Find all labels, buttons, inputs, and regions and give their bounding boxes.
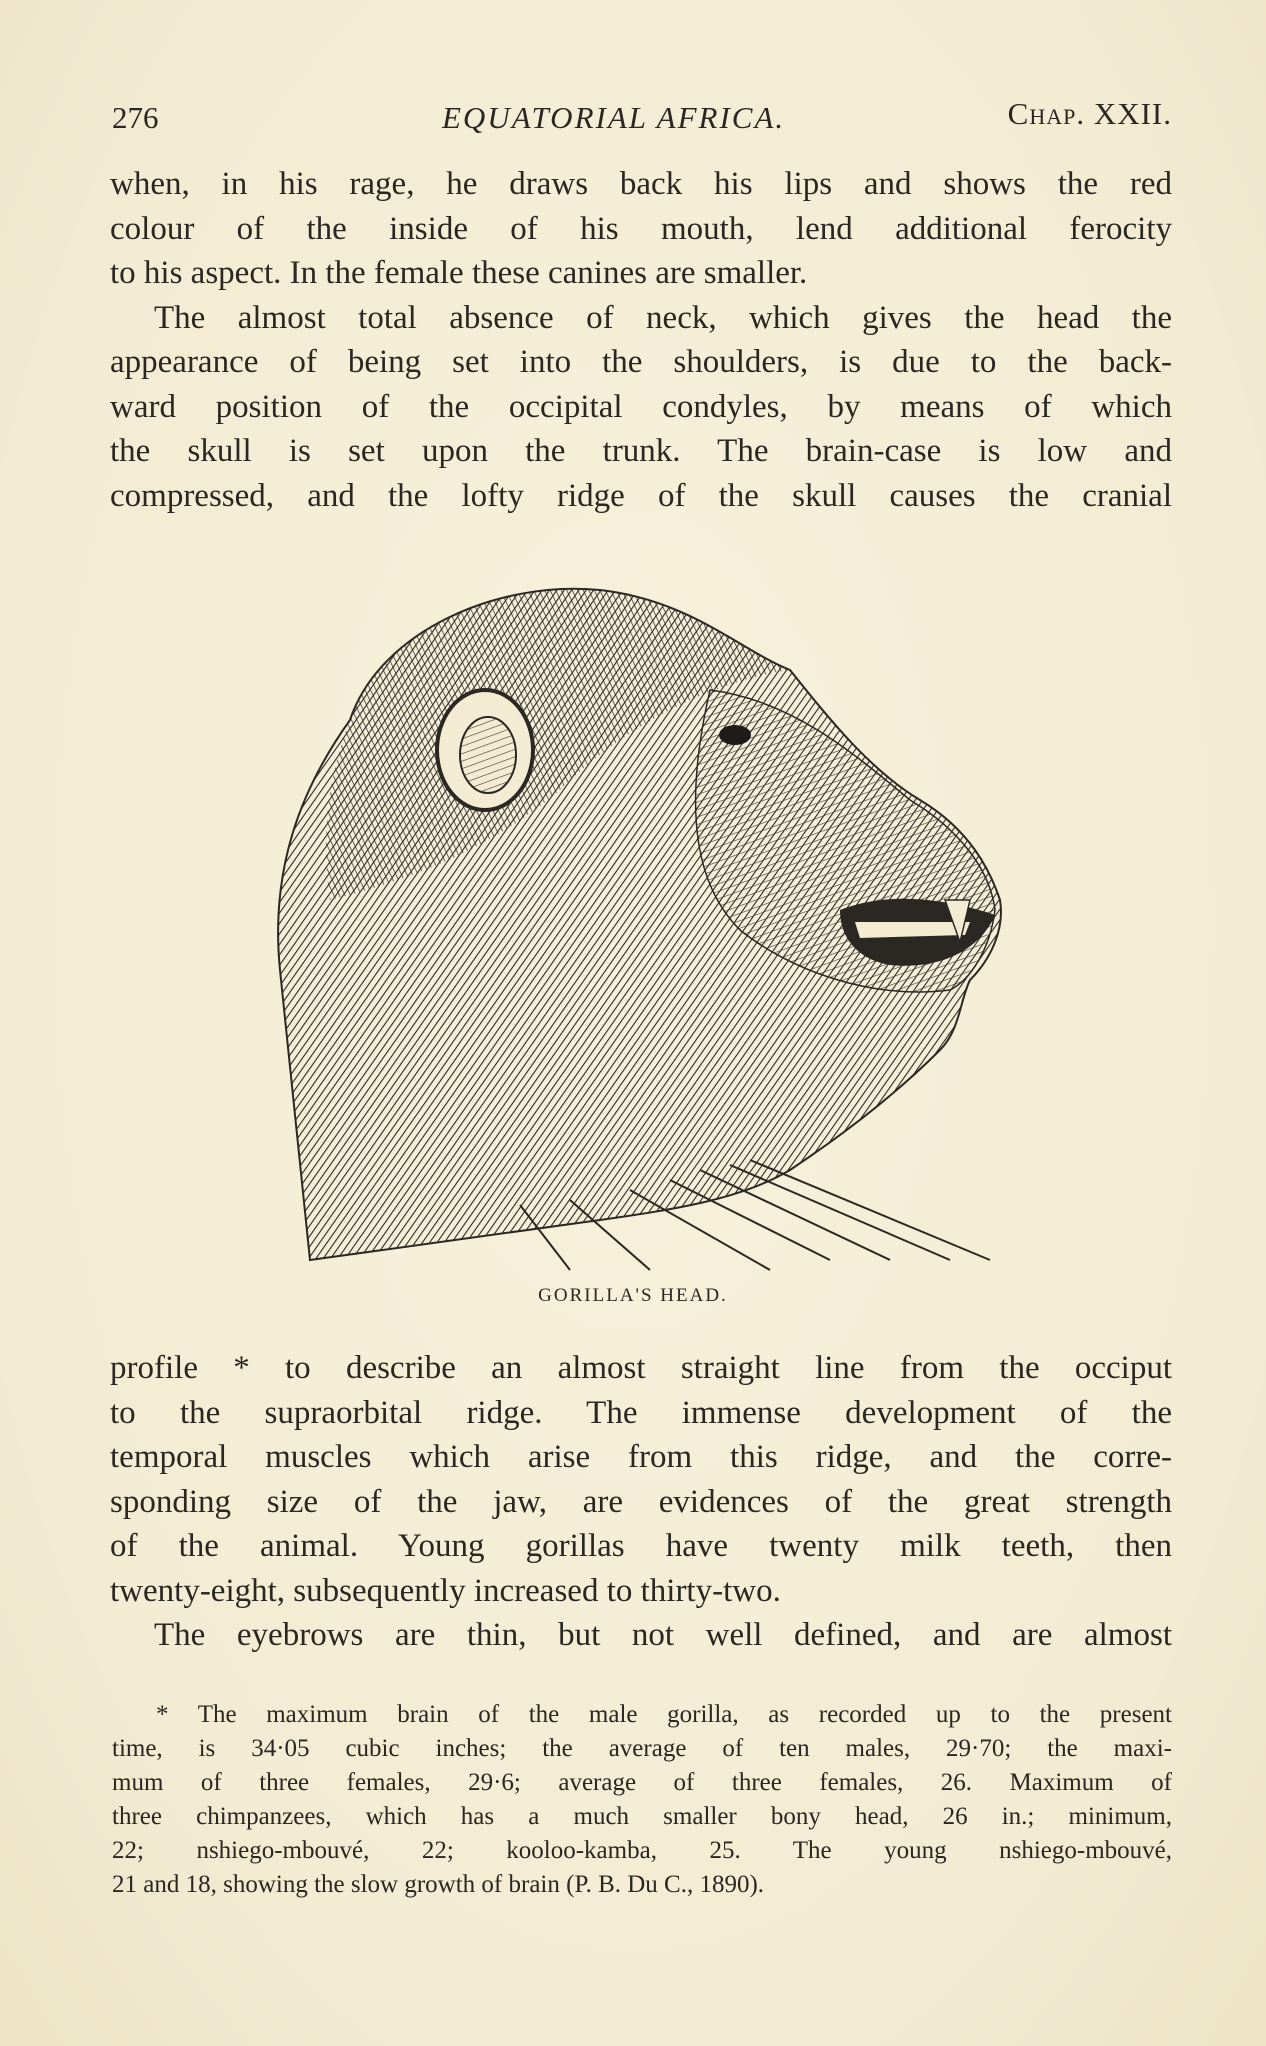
footnote-line: three chimpanzees, which has a much smaller bony head, 26 in.; minimum, [112, 1803, 1172, 1830]
text-line: of the animal. Young gorillas have twenty milk teeth, then [110, 1528, 1172, 1564]
text-line: colour of the inside of his mouth, lend additional ferocity [110, 210, 1172, 247]
footnote [112, 1698, 1172, 1902]
gorilla-head-engraving [270, 570, 1010, 1275]
footnote-line: * The maximum brain of the male gorilla, as recorded up to the present [156, 1701, 1172, 1728]
text-line: temporal muscles which arise from this ridge, and the corre- [110, 1439, 1172, 1475]
footnote-line: 22; nshiego-mbouvé, 22; kooloo-kamba, 25. The young nshiego-mbouvé, [112, 1837, 1172, 1864]
text-line: the skull is set upon the trunk. The brain-case is low and [110, 433, 1172, 469]
body-text-upper [110, 162, 1172, 518]
body-text-lower [110, 1346, 1172, 1658]
engraving-illustration [270, 570, 1010, 1275]
page-number: 276 [112, 100, 159, 135]
text-line: twenty-eight, subsequently increased to thirty-two. [110, 1572, 781, 1609]
text-line: appearance of being set into the shoulders, is due to the back- [110, 344, 1172, 380]
text-line: when, in his rage, he draws back his lips and shows the red [110, 166, 1172, 202]
text-line: compressed, and the lofty ridge of the skull causes the cranial [110, 477, 1172, 514]
eye [719, 725, 751, 745]
text-line: to his aspect. In the female these canines are smaller. [110, 255, 808, 291]
running-header [112, 96, 1172, 140]
text-line: The eyebrows are thin, but not well defined, and are almost [154, 1617, 1172, 1653]
text-line: to the supraorbital ridge. The immense development of the [110, 1394, 1172, 1431]
chapter-reference: Chap. XXII. [1007, 96, 1172, 131]
footnote-line: 21 and 18, showing the slow growth of brain (P. B. Du C., 1890). [112, 1871, 765, 1898]
text-line: ward position of the occipital condyles, by means of which [110, 388, 1172, 425]
footnote-line: time, is 34·05 cubic inches; the average of ten males, 29·70; the maxi- [112, 1735, 1172, 1762]
text-line: The almost total absence of neck, which gives the head the [154, 299, 1172, 336]
text-line: sponding size of the jaw, are evidences of the great strength [110, 1483, 1172, 1520]
figure-caption: GORILLA'S HEAD. [538, 1285, 728, 1306]
footnote-line: mum of three females, 29·6; average of three females, 26. Maximum of [112, 1769, 1172, 1796]
running-title: EQUATORIAL AFRICA. [442, 100, 786, 135]
text-line: profile * to describe an almost straight line from the occiput [110, 1350, 1172, 1386]
